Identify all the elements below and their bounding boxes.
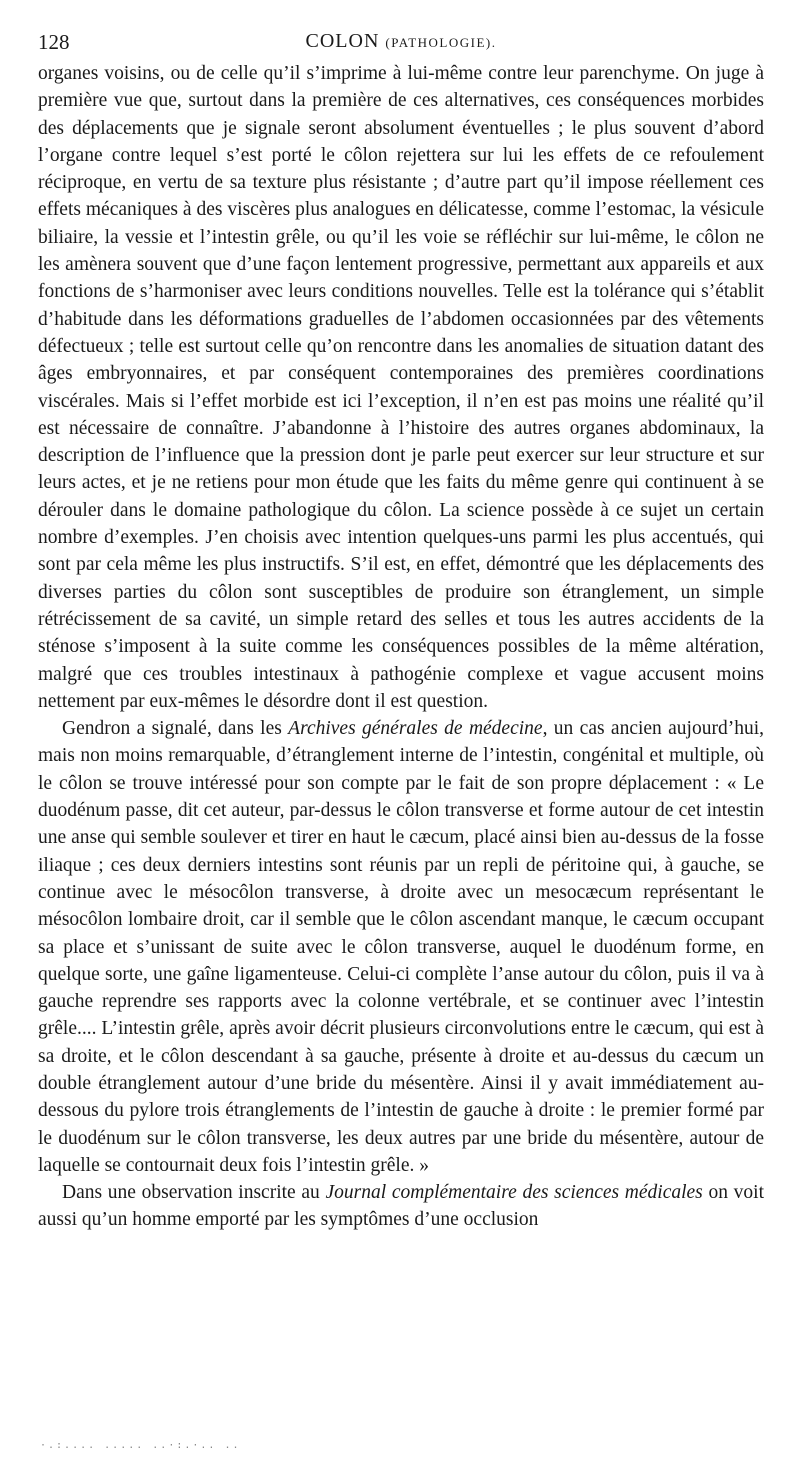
paragraph [38,715,764,1179]
text-segment: Dans une observation inscrite au [62,1182,326,1204]
running-title-main: COLON [305,30,380,52]
italic-text-segment: Journal complémentaire des sciences médicales [325,1182,703,1204]
body-text [38,60,764,1234]
paragraph [38,1179,764,1234]
italic-text-segment: Archives générales de médecine [288,718,543,740]
book-page [38,24,764,1234]
text-segment: organes voisins, ou de celle qu’il s’imprime à lui-même contre leur parenchyme. On juge à première vue que, surtout dans la première de ces alternatives, ces conséquences morbides des déplacements que je signale seront absolument éventuelles ; le plus souvent d’abord l’organe contre lequel s’est porté le côlon rejettera sur lui les effets de ce refoulement réciproque, en vertu de sa texture plus résistante ; d’autre part qu’il impose réellement ces effets mécaniques à des viscères plus analogues en délicatesse, comme l’estomac, la vésicule biliaire, la vessie et l’intestin grêle, ou qu’il les voie se réfléchir sur lui-même, le côlon ne les amènera souvent que d’une façon lentement progressive, permettant aux appareils et aux fonctions de s’harmoniser avec leurs conditions nouvelles. Telle est la tolérance qui s’établit d’habitude dans les déformations graduelles de l’abdomen occasionnées par des vêtements défectueux ; telle est surtout celle qu’on rencontre dans les anomalies de situation datant des âges embryonnaires, et par conséquent contemporaines des premières coordinations viscérales. Mais si l’effet morbide est ici l’exception, il n’en est pas moins une réalité qu’il est nécessaire de connaître. J’abandonne à l’histoire des autres organes abdominaux, la description de l’influence que la pression dont je parle peut exercer sur leur structure et sur leurs actes, et je ne retiens pour mon étude que les faits du même genre qui continuent à se dérouler dans le domaine pathologique du côlon. La science possède à ce sujet un certain nombre d’exemples. J’en choisis avec intention quelques-uns parmi les plus accentués, qui sont par cela même les plus instructifs. S’il est, en effet, démontré que les déplacements des diverses parties du côlon sont susceptibles de produire son étranglement, un simple rétrécissement de sa cavité, un simple retard des selles et tous les autres accidents de la sténose s’imposent à la suite comme les conséquences possibles de la même altération, malgré que ces troubles intestinaux à pathogénie complexe et vague accusent moins nettement par eux-mêmes le désordre dont il est question. [38,63,764,712]
text-segment: , un cas ancien aujourd’hui, mais non moins remarquable, d’étranglement interne de l’intestin, congénital et multiple, où le côlon se trouve intéressé pour son compte par le fait de son propre déplacement : « Le duodénum passe, dit cet auteur, par-dessus le côlon transverse et forme autour de cet intestin une anse qui semble soulever et tirer en haut le cæcum, placé ainsi bien au-dessus de la fosse iliaque ; ces deux derniers intestins sont réunis par un repli de péritoine qui, à gauche, se continue avec le mésocôlon transverse, à droite avec un mesocæcum représentant le mésocôlon lombaire droit, car il semble que le côlon ascendant manque, le cæcum occupant sa place et s’unissant de suite avec le côlon transverse, auquel le duodénum forme, en quelque sorte, une gaîne ligamenteuse. Celui-ci complète l’anse autour du côlon, puis il va à gauche reprendre ses rapports avec la colonne vertébrale, et se continuer avec l’intestin grêle.... L’intestin grêle, après avoir décrit plusieurs circonvolutions entre le cæcum, qui est à sa droite, et le côlon descendant à sa gauche, présente à droite et au-dessus du cæcum un double étranglement autour d’une bride du mésentère. Ainsi il y avait immédiatement au-dessous du pylore trois étranglements de l’intestin de gauche à droite : le premier formé par le duodénum sur le côlon transverse, les deux autres par une bride du mésentère, autour de laquelle se contournait deux fois l’intestin grêle. » [38,718,764,1176]
running-head [38,24,764,60]
footer-marks: ·.:.... ..... ..·:.·.. .. [40,1440,241,1451]
page-number: 128 [38,30,70,54]
running-title-subtitle: (PATHOLOGIE). [385,35,497,50]
text-segment: on voit aussi qu’un homme emporté par les symptômes d’une occlusion [38,1182,764,1231]
running-title [38,30,764,53]
text-segment: Gendron a signalé, dans les [62,718,289,740]
paragraph [38,60,764,715]
